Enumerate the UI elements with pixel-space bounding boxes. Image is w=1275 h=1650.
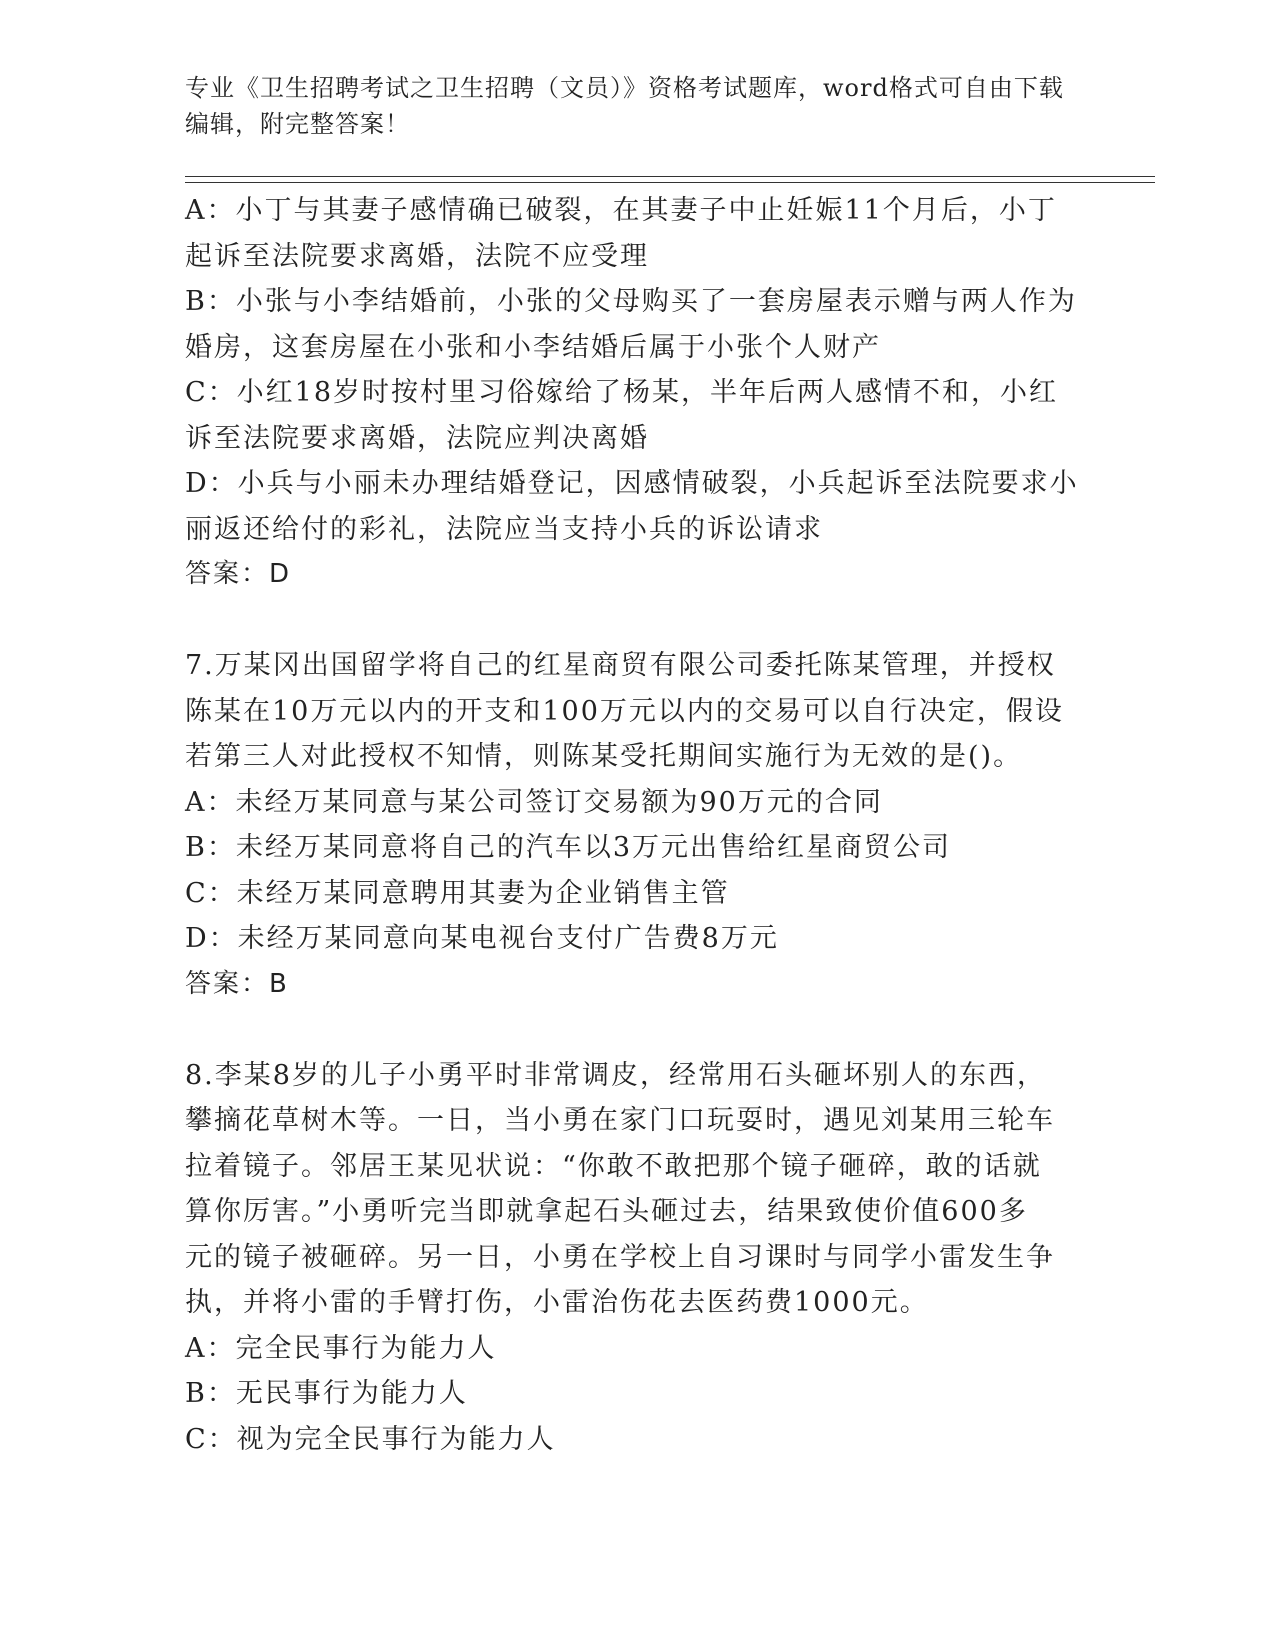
spacer	[185, 1007, 1085, 1053]
q6-option-d-line-1: D：小兵与小丽未办理结婚登记，因感情破裂，小兵起诉至法院要求小	[185, 468, 1079, 499]
question-7	[185, 643, 1085, 1007]
q8-option-a: A：完全民事行为能力人	[185, 1332, 497, 1364]
q7-stem-line-3: 若第三人对此授权不知情，则陈某受托期间实施行为无效的是()。	[185, 741, 1023, 772]
q6-answer: 答案：D	[185, 559, 292, 589]
q6-option-d-line-2: 丽返还给付的彩礼，法院应当支持小兵的诉讼请求	[185, 513, 823, 545]
document-body	[185, 188, 1085, 1462]
q8-stem-line-3: 拉着镜子。邻居王某见状说：“你敢不敢把那个镜子砸碎，敢的话就	[185, 1150, 1042, 1182]
header-divider-top	[185, 176, 1155, 177]
q8-stem-line-1: 8.李某8岁的儿子小勇平时非常调皮，经常用石头砸坏别人的东西，	[185, 1059, 1046, 1091]
question-8	[185, 1053, 1085, 1463]
q7-stem-line-1: 7.万某冈出国留学将自己的红星商贸有限公司委托陈某管理，并授权	[185, 650, 1056, 681]
q8-stem-line-5: 元的镜子被砸碎。另一日，小勇在学校上自习课时与同学小雷发生争	[185, 1241, 1055, 1273]
q6-option-c-line-2: 诉至法院要求离婚，法院应判决离婚	[185, 422, 649, 454]
spacer	[185, 598, 1085, 644]
q6-option-c-line-1: C：小红18岁时按村里习俗嫁给了杨某，半年后两人感情不和，小红	[185, 377, 1059, 408]
q7-option-d: D：未经万某同意向某电视台支付广告费8万元	[185, 923, 779, 954]
q8-stem-line-2: 攀摘花草树木等。一日，当小勇在家门口玩耍时，遇见刘某用三轮车	[185, 1105, 1055, 1136]
q7-option-b: B：未经万某同意将自己的汽车以3万元出售给红星商贸公司	[185, 832, 952, 863]
q7-option-a: A：未经万某同意与某公司签订交易额为90万元的合同	[185, 786, 883, 818]
q7-answer: 答案：B	[185, 968, 289, 999]
q8-option-c: C：视为完全民事行为能力人	[185, 1423, 556, 1455]
header-divider-bottom	[185, 182, 1155, 183]
question-6	[185, 188, 1085, 598]
header-line-1: 专业《卫生招聘考试之卫生招聘（文员）》资格考试题库，word格式可自由下载	[185, 74, 1064, 102]
header-line-2: 编辑，附完整答案！	[185, 110, 410, 138]
q7-option-c: C：未经万某同意聘用其妻为企业销售主管	[185, 877, 730, 909]
q6-option-a-line-1: A：小丁与其妻子感情确已破裂，在其妻子中止妊娠11个月后，小丁	[185, 195, 1057, 226]
q7-stem-line-2: 陈某在10万元以内的开支和100万元以内的交易可以自行决定，假设	[185, 695, 1064, 727]
q8-option-b: B：无民事行为能力人	[185, 1378, 468, 1409]
q6-option-b-line-1: B：小张与小李结婚前，小张的父母购买了一套房屋表示赠与两人作为	[185, 286, 1077, 317]
q6-option-b-line-2: 婚房，这套房屋在小张和小李结婚后属于小张个人财产	[185, 331, 881, 363]
q6-option-a-line-2: 起诉至法院要求离婚，法院不应受理	[185, 240, 649, 272]
q8-stem-line-6: 执，并将小雷的手臂打伤，小雷治伤花去医药费1000元。	[185, 1287, 929, 1318]
document-header	[185, 70, 1085, 142]
q8-stem-line-4: 算你厉害。”小勇听完当即就拿起石头砸过去，结果致使价值600多	[185, 1196, 1028, 1227]
